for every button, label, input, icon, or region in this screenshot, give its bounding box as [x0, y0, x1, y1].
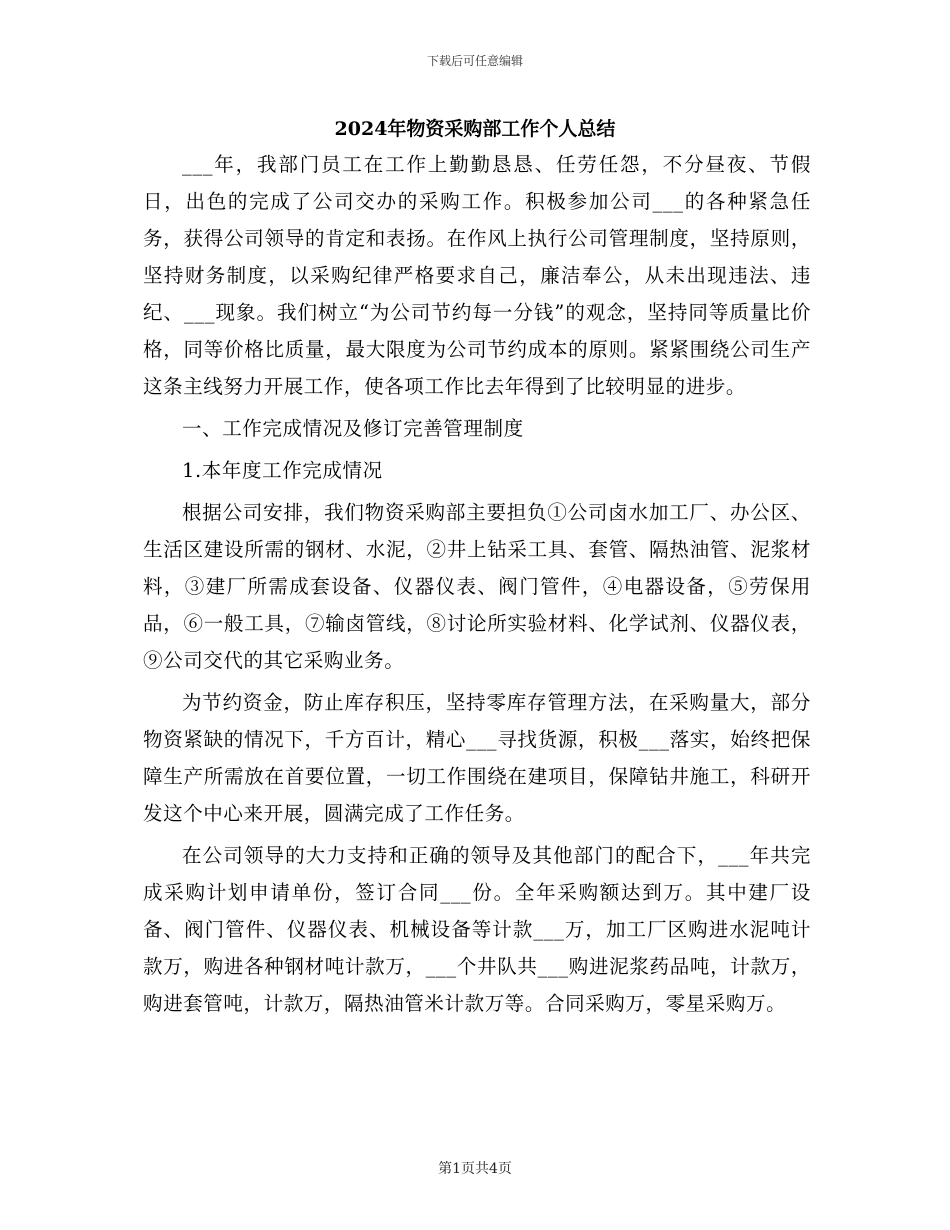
subsection-heading-1-1: 1.本年度工作完成情况: [182, 459, 383, 482]
page-number: 第1页共4页: [438, 1161, 512, 1177]
paragraph-statistics: 在公司领导的大力支持和正确的领导及其他部门的配合下，___年共完成采购计划申请单份，签订合同___份。全年采购额达到万。其中建厂设备、阀门管件、仪器仪表、机械设备等计款___万，加工厂区购进水泥吨计款万，购进各种钢材吨计款万，___个井队共___购进泥浆药品吨，计款万，购进套管吨，计款万，隔热油管米计款万等。合同采购万，零星采购万。: [143, 844, 811, 1015]
document-body: [143, 146, 811, 1022]
paragraph-responsibilities: 根据公司安排，我们物资采购部主要担负①公司卤水加工厂、办公区、生活区建设所需的钢材、水泥，②井上钻采工具、套管、隔热油管、泥浆材料，③建厂所需成套设备、仪器仪表、阀门管件，④电器设备，⑤劳保用品，⑥一般工具，⑦输卤管线，⑧讨论所实验材料、化学试剂、仪器仪表，⑨公司交代的其它采购业务。: [143, 501, 811, 672]
section-heading-1: 一、工作完成情况及修订完善管理制度: [182, 417, 524, 440]
page-header-note: 下载后可任意编辑: [426, 54, 523, 68]
document-title: 2024年物资采购部工作个人总结: [334, 118, 616, 140]
paragraph-inventory: 为节约资金，防止库存积压，坚持零库存管理方法，在采购量大，部分物资紧缺的情况下，千方百计，精心___寻找货源，积极___落实，始终把保障生产所需放在首要位置，一切工作围绕在建项目，保障钻井施工，科研开发这个中心来开展，圆满完成了工作任务。: [143, 691, 811, 825]
paragraph-intro: ___年，我部门员工在工作上勤勤恳恳、任劳任怨，不分昼夜、节假日，出色的完成了公司交办的采购工作。积极参加公司___的各种紧急任务，获得公司领导的肯定和表扬。在作风上执行公司管理制度，坚持原则，坚持财务制度，以采购纪律严格要求自己，廉洁奉公，从未出现违法、违纪、___现象。我们树立“为公司节约每一分钱”的观念，坚持同等质量比价格，同等价格比质量，最大限度为公司节约成本的原则。紧紧围绕公司生产这条主线努力开展工作，使各项工作比去年得到了比较明显的进步。: [143, 153, 811, 398]
